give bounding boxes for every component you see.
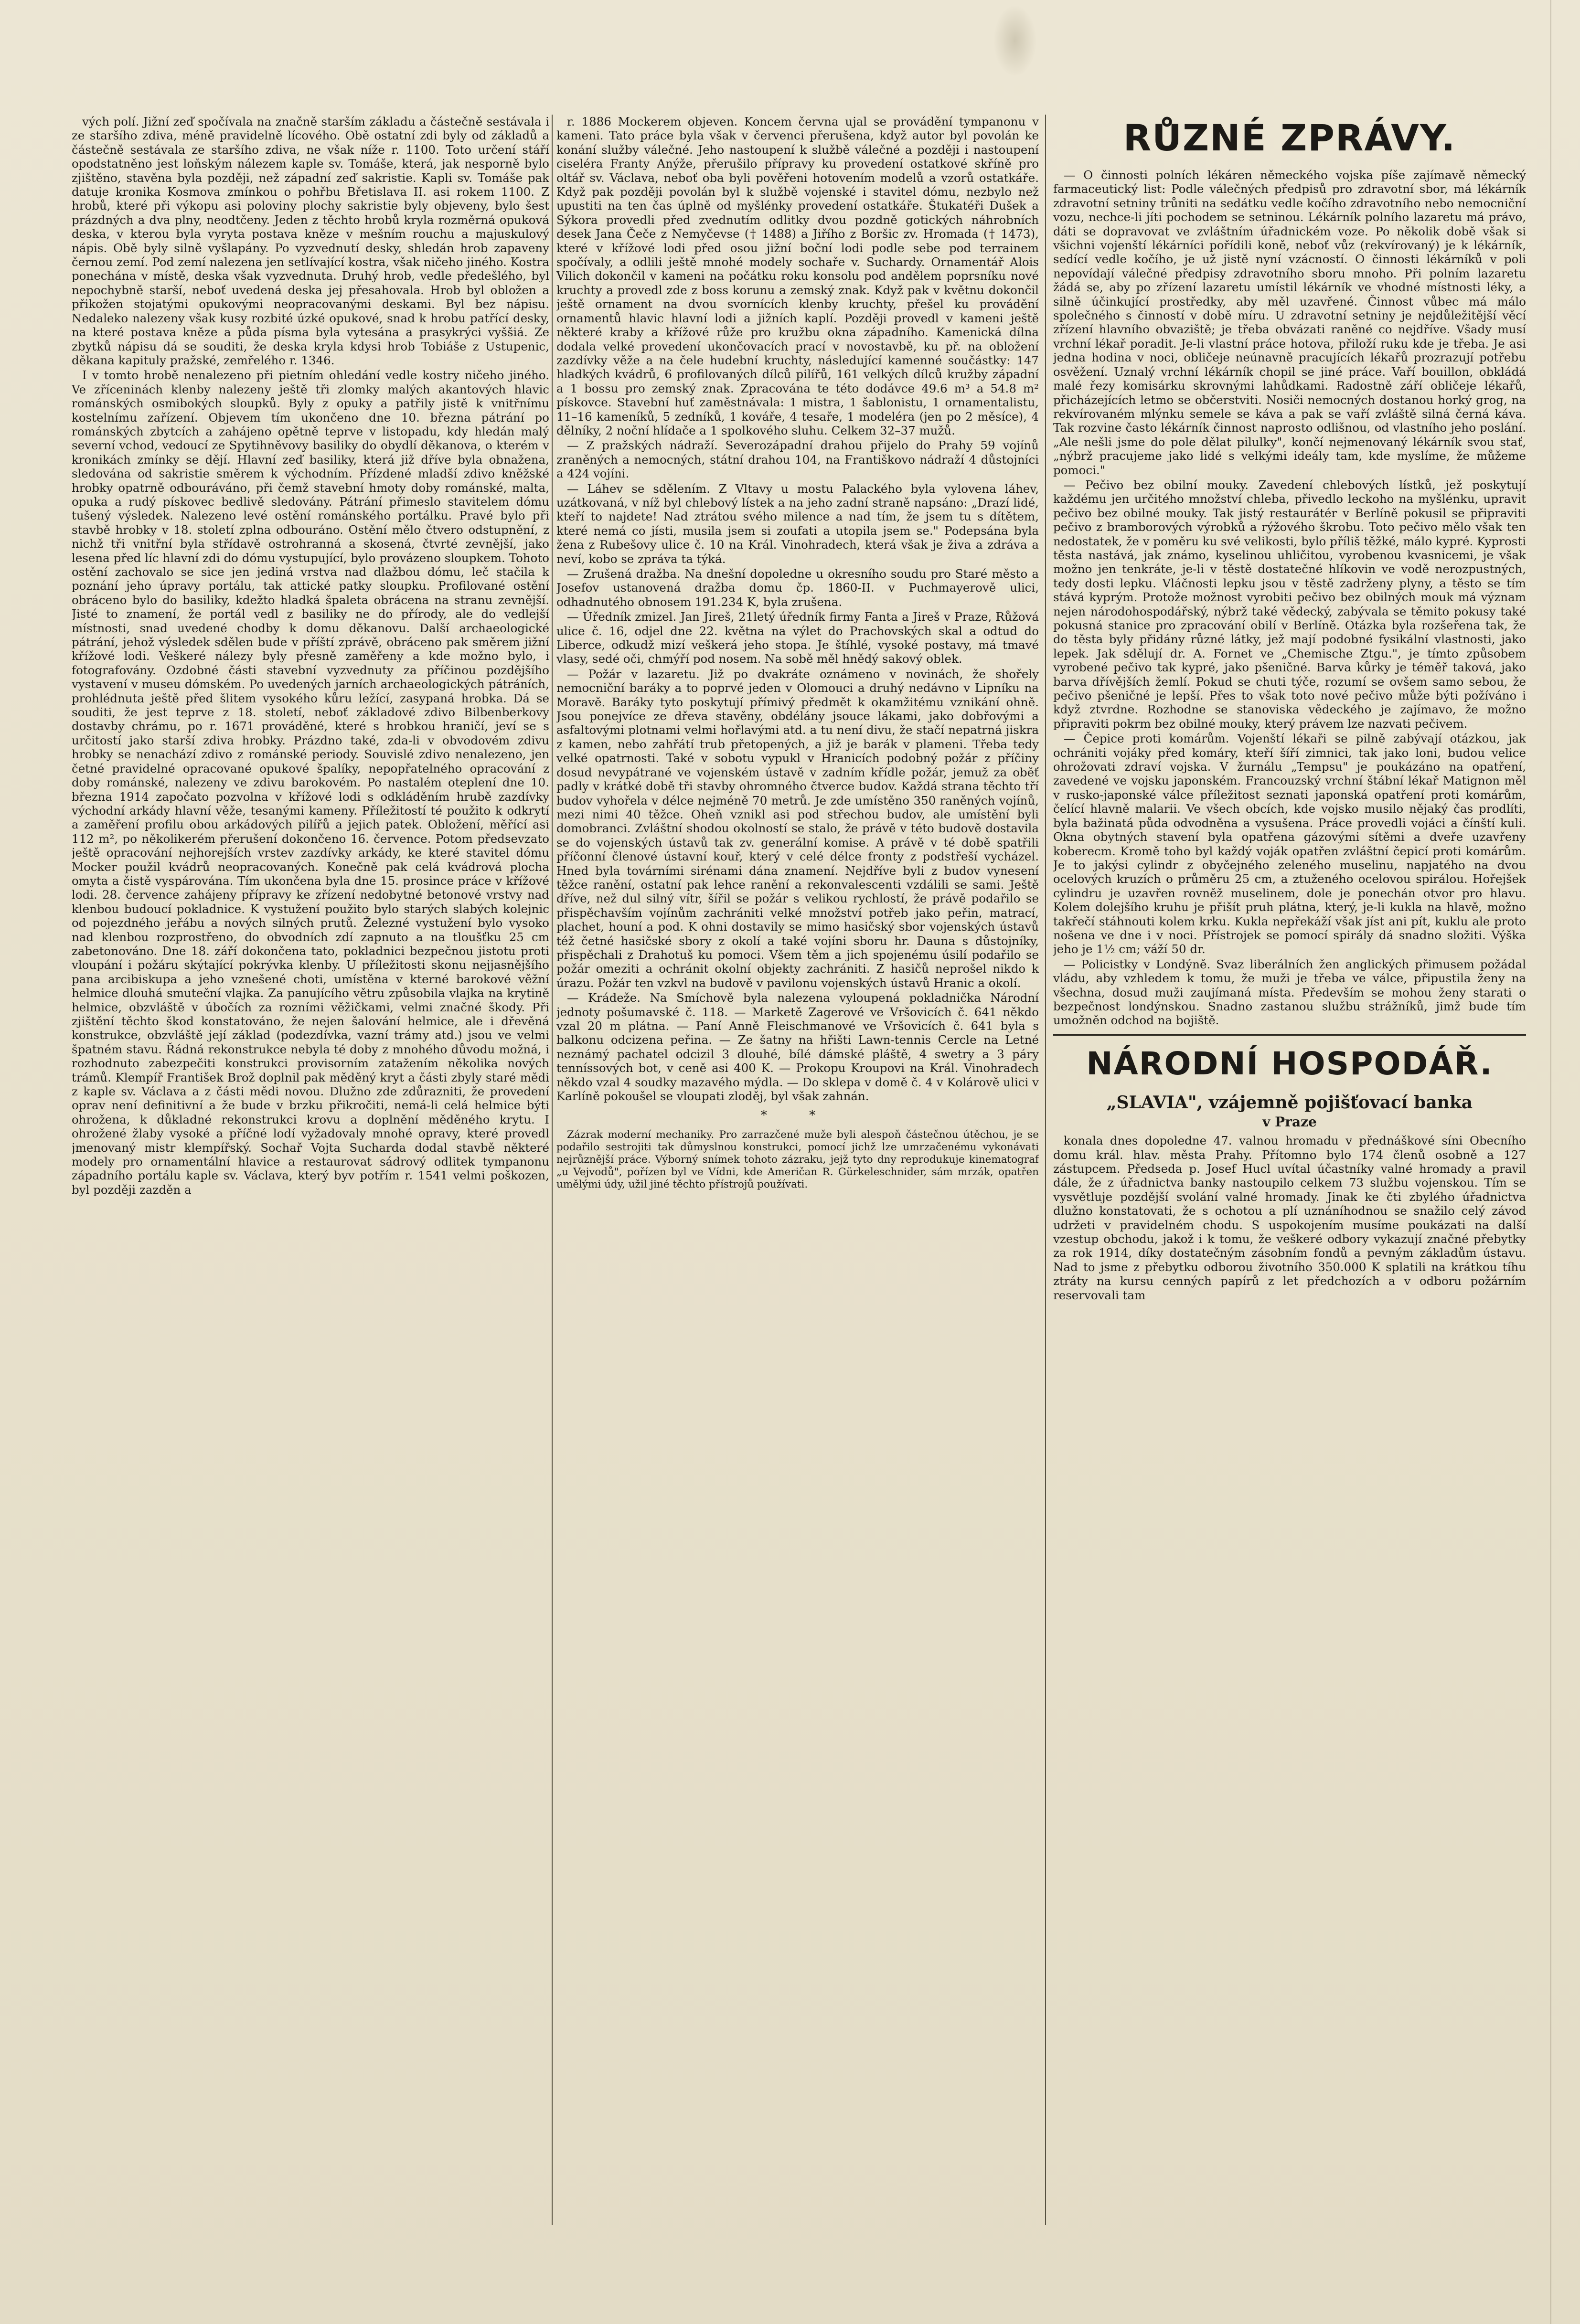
news-item-clerk: — Úředník zmizel. Jan Jireš, 21letý úředník firmy Fanta a Jireš v Praze, Růžová ulice č. 16, odjel dne 22. května na výlet do Prachovských skal a odtud do Liberce, odkudž mizí veškerá jeho stopa. Je štíhlé, vysoké postavy, má tmavé vlasy, sedé oči, chmýří pod nosem. Na sobě měl hnědý sakový oblek. [556,610,1039,666]
news-item-mechanics: Zázrak moderní mechaniky. Pro zarrazčené muže byli alespoň částečnou útěchou, je se podařilo sestrojiti tak důmyslnou konstrukci, pomocí jichž lze umrzačenému vykonávati nejrůznější práce. Výborný snímek tohoto zázraku, jejž tyto dny reprodukuje kinematograf „u Vejvodů", pořízen byl ve Vídni, kde Američan R. Gürkeleschnider, sám mrzák, opatřen umělými údy, užil jiné těchto přístrojů používati. [556,1128,1039,1190]
column-rule-2 [1045,115,1046,2225]
news-item-thefts: — Krádeže. Na Smíchově byla nalezena vyloupená pokladnička Národní jednoty pošumavské č. 118. — Marketě Zagerové ve Vršovicích č. 641 někdo vzal 20 m plátna. — Paní Anně Fleischmanové ve Vršovicích č. 641 byla s balkonu odcizena peřina. — Ze šatny na hřišti Lawn-tennis Cercle na Letné neznámý pachatel odcizil 3 dlouhé, bílé dámské pláště, 4 swetry a 3 páry tenníssových bot, v ceně asi 400 K. — Prokopu Kroupovi na Král. Vinohradech někdo vzal 4 soudky mazavého mýdla. — Do sklepa v domě č. 4 v Kolárově ulici v Karlíně pokoušel se vloupati zloděj, byl však zahnán. [556,991,1039,1104]
news-item-auction: — Zrušená dražba. Na dnešní dopoledne u okresního soudu pro Staré město a Josefov ustanovená dražba domu čp. 1860-II. v Puchmayerově ulici, odhadnutého obnosem 191.234 K, byla zrušena. [556,567,1039,609]
article-paragraph: vých polí. Jižní zeď spočívala na značně starším základu a částečně sestávala i ze staršího zdiva, méně pravidelně lícového. Obě ostatní zdi byly od základů a částečně sestávala ze staršího zdiva, ne však níže r. 1100. Toto určení stáří opodstatněno jest loňským nálezem kaple sv. Tomáše, která, jak nesporně bylo zjištěno, stavěna byla později, než západní zeď sakristie. Kapli sv. Tomáše pak datuje kronika Kosmova zmínkou o pohřbu Břetislava II. asi rokem 1100. Z hrobů, které při výkopu asi poloviny plochy sakristie byly objeveny, bylo šest prázdných a dva plny, neodtčeny. Jeden z těchto hrobů kryla rozměrná opuková deska, v kterou byla vyryta postava kněze v mešním rouchu a majuskulový nápis. Obě byly silně vyšlapány. Po vyzvednutí desky, shledán hrob zapaveny černou zemí. Pod zemí nalezena jen setlívající kostra, však ničeho jiného. Kostra ponechána v místě, deska však vyzvednuta. Druhý hrob, vedle předešlého, byl nepochybně starší, neboť uvedená deska jej přesahovala. Hrob byl obložen a přikožen stojatými opukovými neopracovanými deskami. Byl bez nápisu. Nedaleko nalezeny však kusy rozbité úzké opukové, snad k hrobu patřící desky, na které postava kněze a půda písma byla vytesána a prasykrýci vyššiá. Ze zbytků nápisu dá se souditi, že deska kryla kdysi hrob Tobiáše z Ustupenic, děkana kapituly pražské, zemřelého r. 1346. [72,115,549,367]
article-paragraph: I v tomto hrobě nenalezeno při pietním ohledání vedle kostry ničeho jiného. Ve zříceninách klenby nalezeny ještě tři zlomky malých akantových hlavic románských osmibokých sloupků. Byly z opuky a patřily jistě k vnitřnímu kostelnímu zařízení. Objevem tím ukončeno dne 10. března pátrání po románských zbytcích a zahájeno opětně teprve v listopadu, kdy hledán malý severní vchod, vedoucí ze Spytihněvovy basiliky do obydlí děkanova, o kterém v kronikách zmínky se dějí. Hlavní zeď basiliky, která již dříve byla obnažena, sledována od sakristie směrem k východním. Přízdené mladší zdivo kněžské hrobky opatrně odbouráváno, při čemž stavební hmoty doby románské, malta, opuka a rudý pískovec bedlivě sledovány. Pátrání přimeslo stavitelem dómu tušený výsledek. Nalezeno levé ostění románského portálku. Pravé bylo při stavbě hrobky v 18. století zplna odbouráno. Ostění mělo čtvero odstupnění, z nichž tři vnitřní byla střídavě ostrohranná a skosená, čtvrté zevnější, jako lesena před líc hlavní zdi do dómu vystupující, bylo provázeno sloupkem. Tohoto ostění zachovalo se sice jen jediná vrstva nad dlažbou dómu, leč stačila k poznání jeho úpravy portálu, tak attické patky sloupku. Profilované ostění obráceno bylo do basiliky, kdežto hladká špaleta obrácena na stranu zevnější. Jisté to znamení, že portál vedl z basiliky ne do přírody, ale do vedlejší místnosti, snad uvedené chodby k domu děkanovu. Další archaeologické pátrání, jehož výsledek sdělen bude v příští zprávě, obráceno pak směrem jižní křížové lodi. Veškeré nálezy byly přesně zaměřeny a kde možno bylo, i fotografovány. Ozdobné části stavební vyzvednuty za příčinou pozdějšího vystavení v museu dómském. Po uvedených jarních archaeologických pátráních, prohlédnuta ještě před šlitem vysokého kůru ležící, zasypaná hrobka. Dá se souditi, že jest teprve z 18. století, neboť základové zdivo Bilbenberkovy dostavby chrámu, po r. 1671 prováděné, které s hrobkou hraničí, jeví se s určitostí jako starší zdiva hrobky. Prázdno také, zda-li v obvodovém zdivu hrobky se nenachází zdivo z románské periody. Souvislé zdivo nenalezeno, jen četné pravidelné opracované opukové špalíky, nepopřatelného opracování z doby románské, nalezeny ve zdivu barokovém. Po nastalém oteplení dne 10. března 1914 započato pozvolna v křížové lodi s odkláděním hrubě zazdívky východní arkády hlavní věže, tesanými kameny. Příležitostí té použito k odkrytí a zaměření profilu obou arkádových pilířů a jejich patek. Obložení, měřící asi 112 m², po několikerém přerušení dokončeno 16. července. Potom předsevzato ještě opracování nejhorejších vrstev zazdívky arkády, ke které stavitel dómu Mocker použil kvádrů neopracovaných. Konečně pak celá kvádrová plocha omyta a čistě vyspárována. Tím ukončena byla dne 15. prosince práce v křížové lodi. 28. července zahájeny přípravy ke zřízení nedobytné betonové vrstvy nad klenbou budoucí pokladnice. K vystužení použito bylo starých slabých kolejnic od pojezdného jeřábu a nových silných prutů. Železné vystužení bylo vysoko nad klenbou rozprostřeno, do obvodních zdí zapnuto a na tloušťku 25 cm zabetonováno. Dne 18. září dokončena tato, pokladnici bezpečnou jistotu proti vloupání i požáru skýtající pokrývka klenby. U příležitosti skonu nejjasnějšího pana arcibiskupa a jeho vznešené choti, umístěna v kterné barokové věžní helmice dlouhá smuteční vlajka. Za panujícího větru způsobila vlajka na krytině helmice, obzvláště v úbočích za rozními věžičkami, velmi značné škody. Při zjištění těchto škod konstatováno, že nejen šalování helmice, ale i dřevěná konstrukce, obzvláště její základ (podezdívka, vazní trámy atd.) jsou ve velmi špatném stavu. Řádná rekonstrukce nebyla té doby z mnohého důvodu možná, i rozhodnuto zabezpečiti konstrukci provisorním zatažením několika nových trámů. Klempíř František Brož doplnil pak měděný kryt a části zbyly staré mědi z kaple sv. Václava a z části mědi novou. Dlužno zde zdůrazniti, že provedení oprav není definitivní a že bude v brzku přikročiti, nemá-li celá helmice býti ohrožena, k důkladné rekonstrukci krovu a doplnění měděného krytu. I ohrožené žlaby vysoké a příčné lodí vyžadovaly mnohé opravy, které provedl jmenovaný mistr klempířský. Sochař Vojta Sucharda dodal stavbě některé modely pro ornamentální hlavice a restaurovat sádrový odlitek tympanonu západního portálu kaple sv. Václava, který byv potřím r. 1541 velmi poškozen, byl později zazděn a [72,368,549,1197]
section-heading-news: RŮZNÉ ZPRÁVY. [1123,117,1456,159]
news-item-pharmacies: — O činnosti polních lékáren německého vojska píše zajímavě německý farmaceutický list: Podle válečných předpisů pro zdravotní sbor, má lékárník zdravotní setniny trůniti na sedátku vedle kočího zdravotního nebo nemocniční vozu, nechce-li jíti pochodem se setninou. Lékárník polního lazaretu má právo, dáti se dopravovat ve zvláštním úřadnickém voze. Po několik době však si všichni vojenští lékárníci pořídili koně, neboť vůz (rekvírovaný) je k lékárník, sedící vedle kočího, je už jistě nyní vzácností. O činnosti lékárníků v poli nepovídají válečné předpisy zdravotního sboru mnoho. Při polním lazaretu žádá se, aby po zřízení lazaretu umístil lékárník ve vhodné místnosti léky, a silně účinkující prostředky, aby měl uzavřené. Činnost vůbec má málo společného s činností v době míru. U zdravotní setniny je nejdůležitější věcí zřízení hlavního obvaziště; je třeba obvázati raněné co nejdříve. Všady musí vrchní lékař poradit. Je-li vlastní práce hotova, přiloží ruku kde je třeba. Je asi jedna hodina v noci, obličeje neúnavně pracujících lékařů prozrazují potřebu osvěžení. Uznalý vrchní lékárník chopil se jiné práce. Vaří bouillon, obkládá malé řezy komisárku skrovnými lahůdkami. Radostně září obličeje lékařů, přicházejících letmo se občerstviti. Nosiči nemocných dostanou horký grog, na rekvírovaném mlýnku semele se káva a pak se vaří zvláště silná černá káva. Tak rozvine často lékárník činnost naprosto odlišnou, od vlastního jeho poslání. „Ale nešli jsme do pole dělat pilulky", končí nejmenovaný lékárník svou stať, „nýbrž pracujeme jako lidé s velkými ideály tam, kde myslíme, že můžeme pomoci." [1053,168,1526,477]
paper-stain [993,5,1036,76]
article-paragraph: r. 1886 Mockerem objeven. Koncem června ujal se provádění tympanonu v kameni. Tato práce byla však v červenci přerušena, když autor byl povolán ke konání služby válečné. Jeho nastoupení k službě válečné a později i nastoupení ciseléra Franty Anýže, přerušilo přípravy ku provedení ostatkové skříně pro oltář sv. Václava, neboť oba byli pověřeni hotovením modelů a vzorů ostatkáře. Když pak později povolán byl k službě vojenské i stavitel dómu, nezbylo než upustiti na ten čas úplně od myšlénky provedení ostatkáře. Štukatéři Dušek a Sýkora provedli před zvednutím odlitky dvou pozdně gotických náhrobních desek Jana Čeče z Nemyčevse († 1488) a Jiřího z Boršic zv. Hromada († 1473), které v křížové lodi před osou jižní boční lodi podle sebe pod terrainem spočívaly, a odlili ještě mnohé modely sochaře v. Suchardy. Ornamentář Alois Vilich dokončil v kameni na počátku roku konsolu pod andělem poprsníku nové kruchty a provedl zde z boss korunu a zemský znak. Když pak v květnu dokončil ještě ornament na dvou svornících klenby kruchty, přešel ku provádění ornamentů hlavic hlavní lodi a jižních kaplí. Později provedl v kameni ještě některé kraby a křížové růže pro kružbu okna západního. Kamenická dílna dodala velké provedení ukončovacích prací v novostavbě, ku př. na obložení zazdívky věže a na čele hudební kruchty, následující kamenné součástky: 147 hladkých kvádrů, 6 profilovaných dílců pilířů, 161 velkých dílců kružby západní a 1 bossu pro zemský znak. Zpracována te této dodávce 49.6 m³ a 54.8 m² pískovce. Stavební huť zaměstnávala: 1 mistra, 1 šablonistu, 1 ornamentalistu, 11–16 kameníků, 5 zedníků, 1 kováře, 4 tesaře, 1 modeléra (jen po 2 měsíce), 4 dělníky, 2 noční hlídače a 1 spolkového sluhu. Celkem 32–37 mužů. [556,115,1039,437]
article-title-slavia: „SLAVIA", vzájemně pojišťovací banka [1106,1092,1473,1113]
column-2 [556,115,1039,2225]
news-item-fire: — Požár v lazaretu. Již po dvakráte oznámeno v novinách, že shořely nemocniční baráky a to poprvé jeden v Olomouci a druhý nedávno v Lipníku na Moravě. Baráky tyto poskytují přímivý předmět k okamžitému vznikání ohně. Jsou ponejvíce ze dřeva stavěny, obdélány jsouce lákami, jako dobřovými a asfaltovými plotnami velmi hořlavými atd. a tu není divu, že stačí nepatrná jiskra z kamen, nebo zahřátí trub přetopených, a již je barák v plameni. Třeba tedy velké opatrnosti. Také v sobotu vypukl v Hranicích podobný požár z příčiny dosud nevypátrané ve vojenském ústavě v zadním křídle požár, jemuž za oběť padly v krátké době tři stavby ohromného čtverce budov. Každá strana těchto tří budov vyhořela v délce nejméně 70 metrů. Je zde umístěno 350 raněných vojínů, mezi nimi 40 těžce. Oheň vznikl asi pod střechou budov, ale umístění byli domobranci. Zvláštní shodou okolností se stalo, že právě v této budově dostavila se do vojenských ústavů tak zv. generální komise. A právě v té době spatřili příčonní členové ústavní kouř, který v celé délce fronty z podstřeší vycházel. Hned byla továrními sirénami dána znamení. Nejdříve byli z budov vynesení těžce ranění, ostatní pak lehce ranění a rekonvalescenti vzdálili se sami. Ještě dříve, než dul silný vítr, šířil se požár s velikou rychlostí, že právě podařilo se přispěchavším vojínům zachrániti velké množství potřeb jako peřin, matrací, plachet, houní a pod. K ohni dostavily se mimo hasičský sbor vojenských ústavů též četné hasičské sbory z okolí a také vojíni sboru hr. Dauna s důstojníky, přispěchali z Drahotuš ku pomoci. Všem těm a jich spojenému úsilí podařilo se požár omeziti a ochránit okolní objekty zachrániti. Z hasičů neprošel nikdo k úrazu. Požár ten vzkvl na budově v pavilonu vojenských ústavů Hranic a okolí. [556,667,1039,990]
article-subtitle-place: v Praze [1262,1114,1317,1130]
column-1 [72,115,549,2225]
section-heading-economy: NÁRODNÍ HOSPODÁŘ. [1086,1045,1493,1082]
news-item-pastry: — Pečivo bez obilní mouky. Zavedení chlebových lístků, jež poskytují každému jen určitého množství chleba, přivedlo leckoho na myšlénku, upravit pečivo bez obilné mouky. Tak jistý restaurátér v Berlíně pokusil se připraviti pečivo z bramborových výrobků a rýžového škrobu. Toto pečivo mělo však ten nedostatek, že v poměru ku své velikosti, bylo příliš těžké, málo kypré. Kyprosti těsta nastává, jak známo, kyselinou uhličitou, vyrobenou kvasnicemi, je však možno jen tenkráte, je-li v těstě dostatečné hlíkovin ve vodě nerozpustných, tedy dosti lepku. Vláčnosti lepku jsou v těstě zadrženy plyny, a těsto se tím stává kyprým. Protože možnost vyrobiti pečivo bez obilných mouk má význam nejen národohospodářský, nýbrž také vědecký, zabývala se těmito pokusy také pokusná stanice pro zpracování obilí v Berlíně. Otázka byla rozšeřena tak, že do těsta byly přidány různé látky, jež mají podobné fysikální vlastnosti, jako lepek. Jak sdělují dr. A. Fornet ve „Chemische Ztgu.", je tímto způsobem vyrobené pečivo tak kypré, jako pšeničné. Barva kůrky je téměř taková, jako barva dřívějších žemlí. Pokud se chuti týče, rozumí se ovšem samo sebou, že pečivo pšeničné je lepší. Přes to však toto nové pečivo může býti požíváno i když ztvrdne. Rozhodne se stanoviska vědeckého je zajímavo, že možno připraviti pokrm bez obilné mouky, který právem lze nazvati pečivem. [1053,478,1526,731]
news-item-policewomen: — Policistky v Londýně. Svaz liberálních žen anglických přimusem požádal vládu, aby vzhledem k tomu, že muži je třeba ve válce, připustila ženy na všechna, dosud muži zaujímaná místa. Především se mohou ženy starati o bezpečnost londýnskou. Snadno zastanou službu strážníků, jimž bude tím umožněn odchod na bojiště. [1053,957,1526,1028]
news-item-mosquito-caps: — Čepice proti komárům. Vojenští lékaři se pilně zabývají otázkou, jak ochrániti vojáky před komáry, kteří šíří zimnici, tak jako loni, budou velice ohrožovati zdraví vojska. V žurnálu „Tempsu" je poukázáno na opatření, zavedené ve vojsku japonském. Francouzský vrchní štábní lékař Matignon měl v rusko-japonské válce příležitost seznati japonská opatření proti komárům, čelící hlavně malarii. Ve všech obcích, kde vojsko musilo nějaký čas prodlíti, byla bažinatá půda odvodněna a vysušena. Práce provedli vojáci a čínští kuli. Okna obytných stavení byla opatřena gázovými sítěmi a dveře uzavřeny koberecm. Kromě toho byl každý voják opatřen zvláštní čepicí proti komárům. Je to jakýsi cylindr z obyčejného zeleného muselinu, napjatého na dvou ocelových kruzích o průměru 25 cm, a ztuženého ocelovou spirálou. Hořejšek cylindru je uzavřen rovněž muselinem, dole je ponechán otvor pro hlavu. Kolem dolejšího kruhu je přišít pruh plátna, který, je-li kukla na hlavě, možno takřečí stáhnouti kolem krku. Kukla nepřekáží však jíst ani pít, kuklu ale proto nošena ve dne i v noci. Přístrojek se pomocí spirály dá snadno složiti. Výška jeho je 1½ cm; váží 50 dr. [1053,732,1526,956]
news-item-railway: — Z pražských nádraží. Severozápadní drahou přijelo do Prahy 59 vojínů zraněných a nemocných, státní drahou 104, na Františkovo nádraží 4 důstojníci a 424 vojíni. [556,438,1039,481]
column-3 [1053,115,1526,2225]
news-item-bottle: — Láhev se sdělením. Z Vltavy u mostu Palackého byla vylovena láhev, uzátkovaná, v níž byl chlebový lístek a na jeho zadní straně napsáno: „Drazí lidé, kteří to najdete! Nad ztrátou svého milence a nad tím, že jsem tu s dítětem, které nemá co jísti, musila jsem si zoufati a utopila jsem se." Podepsána byla žena z Rubešovy ulice č. 10 na Král. Vinohradech, která však je živa a zdráva a neví, kobo se zpráva ta týká. [556,481,1039,566]
article-paragraph: konala dnes dopoledne 47. valnou hromadu v přednáškové síni Obecního domu král. hlav. města Prahy. Přítomno bylo 174 členů osobně a 127 zástupcem. Předseda p. Josef Hucl uvítal účastníky valné hromady a pravil dále, že z úřadnictva banky nastoupilo celkem 73 službu vojenskou. Tím se vysvětluje pozdější svolání valné hromady. Jinak ke čti zbylého úřadnictva dlužno konstatovati, že s ochotou a plí uznáníhodnou se snažilo celý závod udržeti v pravidelném chodu. S uspokojením musíme poukázati na další vzestup obchodu, jakož i k tomu, že veškeré odbory vykazují značné přebytky za rok 1914, díky dostatečným zásobním fondů a pevným základům ústavu. Nad to jsme z přebytku odborou životního 350.000 K splatili na krátkou tíhu ztráty na kursu cenných papírů z let předchozích a v odboru požárním reservovali tam [1053,1134,1526,1302]
column-rule-1 [552,115,553,2225]
section-stars: * * [760,1108,835,1123]
section-divider [1053,1034,1526,1036]
page-edge [1550,0,1551,2324]
